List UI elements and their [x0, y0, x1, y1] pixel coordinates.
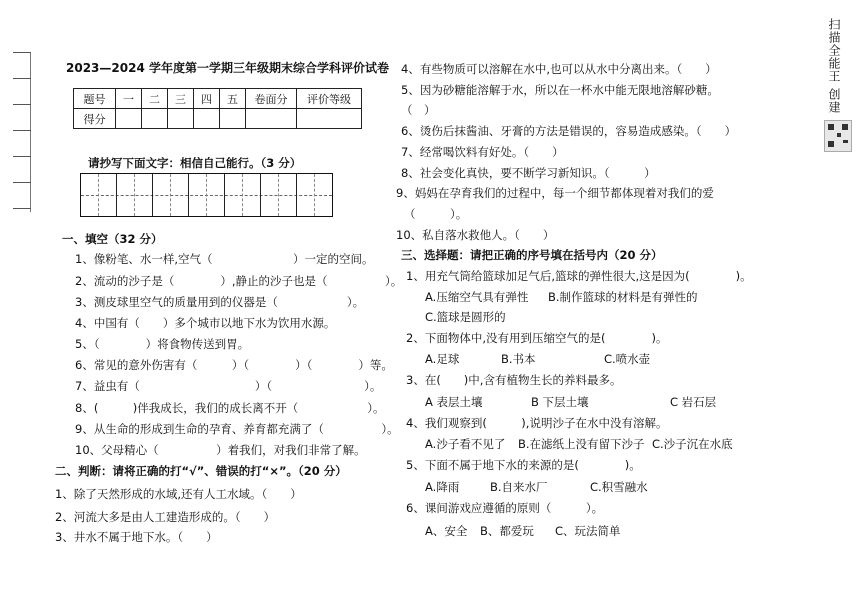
choice-question: 5、下面不属于地下水的来源的是( )。 — [406, 458, 641, 472]
score-cell — [220, 109, 246, 129]
fill-blank-item: 9、从生命的形成到生命的孕育、养育都充满了（ ）。 — [75, 422, 399, 436]
true-false-item-cont: （ ）。 — [404, 207, 468, 221]
table-header-cell: 评价等级 — [297, 89, 362, 109]
table-header-cell: 三 — [168, 89, 194, 109]
binding-tick — [13, 182, 31, 183]
fill-blank-item: 10、父母精心（ ）着我们，对我们非常了解。 — [75, 443, 366, 457]
table-header-cell: 一 — [116, 89, 142, 109]
table-header-cell: 题号 — [74, 89, 116, 109]
true-false-item: 7、经常喝饮料有好处。（ ） — [401, 145, 564, 159]
table-header-cell: 四 — [194, 89, 220, 109]
binding-tick — [13, 156, 31, 157]
section-3-heading: 三、选择题：请把正确的序号填在括号内（20 分） — [401, 248, 663, 262]
true-false-item: 9、妈妈在孕育我们的过程中，每一个细节都体现着对我们的爱 — [396, 186, 714, 200]
qr-code-icon — [824, 120, 852, 152]
fill-blank-item: 1、像粉笔、水一样,空气（ ）一定的空间。 — [75, 252, 374, 266]
choice-option: C.篮球是圆形的 — [425, 310, 506, 324]
true-false-item: 2、河流大多是由人工建造形成的。（ ） — [55, 510, 276, 524]
table-header-cell: 卷面分 — [246, 89, 297, 109]
binding-line — [30, 52, 31, 212]
binding-tick — [13, 208, 31, 209]
choice-question: 1、用充气筒给篮球加足气后,篮球的弹性很大,这是因为( )。 — [406, 269, 752, 283]
choice-option: A.降雨 — [425, 480, 460, 494]
choice-option: A.沙子看不见了 — [425, 437, 506, 451]
true-false-item-cont: （ ） — [401, 103, 436, 117]
table-header-cell: 五 — [220, 89, 246, 109]
score-cell — [246, 109, 297, 129]
choice-option: A.压缩空气具有弹性 — [425, 290, 529, 304]
true-false-item: 5、因为砂糖能溶解于水，所以在一杯水中能无限地溶解砂糖。 — [401, 83, 719, 97]
choice-option: B 下层土壤 — [531, 395, 589, 409]
binding-tick — [13, 52, 31, 53]
choice-option: A、安全 — [425, 524, 468, 538]
true-false-item: 6、烫伤后抹酱油、牙膏的方法是错误的，容易造成感染。（ ） — [401, 124, 737, 138]
choice-option: B、都爱玩 — [480, 524, 534, 538]
fill-blank-item: 7、益虫有（ ）（ ）。 — [75, 379, 382, 393]
binding-tick — [13, 104, 31, 105]
fill-blank-item: 2、流动的沙子是（ ）,静止的沙子也是（ ）。 — [75, 274, 403, 288]
scanner-watermark: 扫描全能王 创建 — [827, 18, 841, 114]
true-false-item: 10、私自落水救他人。（ ） — [396, 228, 555, 242]
section-1-heading: 一、填空（32 分） — [62, 232, 163, 246]
choice-option: B.在滤纸上没有留下沙子 — [518, 437, 645, 451]
fill-blank-item: 6、常见的意外伤害有（ ）（ ）（ ）等。 — [75, 358, 393, 372]
fill-blank-item: 4、中国有（ ）多个城市以地下水为饮用水源。 — [75, 316, 336, 330]
choice-question: 2、下面物体中,没有用到压缩空气的是( )。 — [406, 331, 668, 345]
choice-option: B.制作篮球的材料是有弹性的 — [548, 290, 698, 304]
table-row-label: 得分 — [74, 109, 116, 129]
score-cell — [142, 109, 168, 129]
section-2-heading: 二、判断：请将正确的打“√”、错误的打“×”。（20 分） — [55, 464, 347, 478]
choice-option: B.书本 — [501, 352, 536, 366]
exam-title: 2023—2024 学年度第一学期三年级期末综合学科评价试卷 — [66, 61, 389, 75]
score-cell — [116, 109, 142, 129]
score-table-score-row — [74, 109, 362, 129]
choice-question: 3、在( )中,含有植物生长的养料最多。 — [406, 373, 622, 387]
binding-tick — [13, 130, 31, 131]
copy-prompt: 请抄写下面文字：相信自己能行。（3 分） — [88, 156, 302, 170]
choice-question: 4、我们观察到( ),说明沙子在水中没有溶解。 — [406, 416, 668, 430]
fill-blank-item: 8、( )伴我成长，我们的成长离不开（ ）。 — [75, 401, 385, 415]
choice-option: C 岩石层 — [670, 395, 717, 409]
copy-writing-grid — [80, 173, 333, 217]
score-cell — [168, 109, 194, 129]
fill-blank-item: 3、测皮球里空气的质量用到的仪器是（ ）。 — [75, 295, 365, 309]
score-table — [73, 88, 362, 129]
true-false-item: 3、井水不属于地下水。（ ） — [55, 530, 218, 544]
score-cell — [194, 109, 220, 129]
choice-option: A 表层土壤 — [425, 395, 483, 409]
score-cell — [297, 109, 362, 129]
true-false-item: 8、社会变化真快，要不断学习新知识。（ ） — [401, 166, 656, 180]
binding-tick — [13, 78, 31, 79]
choice-question: 6、课间游戏应遵循的原则（ ）。 — [406, 501, 604, 515]
choice-option: A.足球 — [425, 352, 460, 366]
fill-blank-item: 5、（ ）将食物传送到胃。 — [75, 337, 250, 351]
choice-option: C.积雪融水 — [590, 480, 648, 494]
choice-option: C、玩法简单 — [555, 524, 621, 538]
choice-option: C.喷水壶 — [604, 352, 651, 366]
score-table-header-row — [74, 89, 362, 109]
table-header-cell: 二 — [142, 89, 168, 109]
true-false-item: 4、有些物质可以溶解在水中,也可以从水中分离出来。（ ） — [401, 62, 717, 76]
choice-option: B.自来水厂 — [490, 480, 548, 494]
true-false-item: 1、除了天然形成的水域,还有人工水域。（ ） — [55, 487, 302, 501]
choice-option: C.沙子沉在水底 — [652, 437, 733, 451]
